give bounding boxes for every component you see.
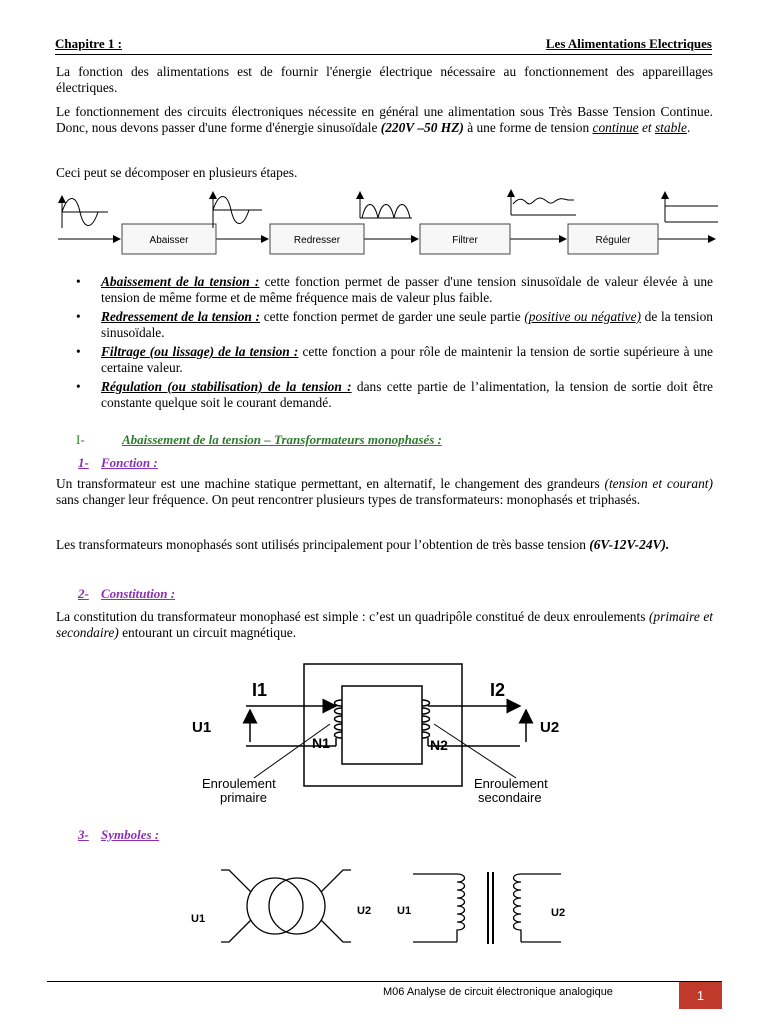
body-text: Un transformateur est une machine statique permettant, en alternatif, le changement des grandeurs [56, 476, 605, 491]
intro-text: Le fonctionnement des circuits électroniques nécessite en général une alimentation sous Très Basse Tension Continue. Donc, nous devons passer d'une forme d'énergie sinusoïdale [56, 104, 713, 135]
list-item: • Abaissement de la tension : cette fonction permet de passer d'une tension sinusoïdale de valeur élevée à une tension de même forme et de même fréquence mais de valeur plus faible. [76, 274, 713, 305]
subsection-title: Constitution : [101, 586, 176, 601]
word-et: et [638, 120, 655, 135]
secondary-label-1: Enroulement [474, 776, 548, 791]
bullet-emphasis: (positive ou négative) [524, 309, 641, 324]
body-text: entourant un circuit magnétique. [118, 625, 297, 640]
intro-paragraph-1: La fonction des alimentations est de fournir l'énergie électrique nécessaire au fonctionnement des appareillages électriques. [56, 64, 713, 95]
primary-label-1: Enroulement [202, 776, 276, 791]
intro-paragraph-3: Ceci peut se décomposer en plusieurs étapes. [56, 165, 298, 180]
symbol2-u1: U1 [397, 905, 412, 917]
mains-voltage: (220V –50 HZ) [380, 120, 464, 135]
word-stable: stable [654, 120, 687, 135]
list-item: • Régulation (ou stabilisation) de la tension : dans cette partie de l’alimentation, la tension de sortie doit être constante quelque soit le courant demandé. [76, 379, 713, 410]
transformer-symbols [185, 860, 585, 955]
subsection-number: 1- [78, 455, 89, 470]
list-item: • Filtrage (ou lissage) de la tension : cette fonction a pour rôle de maintenir la tension de sortie supérieure à une certaine valeur. [76, 344, 713, 375]
list-item: • Redressement de la tension : cette fonction permet de garder une seule partie (positive ou négative) de la tension sinusoïdale. [76, 309, 713, 340]
transformer-figure [190, 660, 590, 810]
symbol1-u1: U1 [191, 913, 206, 925]
bullet-text: cette fonction permet de passer d'une tension sinusoïdale de valeur élevée à une tension de même forme et de même fréquence mais de valeur plus faible. [101, 274, 713, 305]
chapter-label: Chapitre 1 : [55, 36, 122, 51]
body-text: La constitution du transformateur monophasé est simple : c’est un quadripôle constitué de deux enroulements [56, 609, 649, 624]
subsection-title: Fonction : [101, 455, 158, 470]
block-filtrer: Filtrer [452, 235, 478, 246]
subsection-title: Symboles : [101, 827, 160, 842]
bullet-term: Régulation (ou stabilisation) de la tension : [101, 379, 352, 394]
intro-text: . [686, 120, 691, 135]
bullet-text: cette fonction a pour rôle de maintenir la tension de sortie supérieure à une certaine valeur. [101, 344, 713, 375]
intro-paragraph-2 [56, 104, 713, 136]
symbol2-u2: U2 [551, 907, 566, 919]
body-emphasis: (tension et courant) [604, 476, 713, 491]
fonction-paragraph-1 [56, 476, 713, 508]
block-abaisser: Abaisser [149, 235, 189, 246]
voltage-values: (6V-12V-24V). [589, 537, 670, 552]
bullet-text: cette fonction permet de garder une seule partie [260, 309, 525, 324]
chapter-title: Les Alimentations Electriques [545, 36, 712, 51]
footer-divider [47, 981, 722, 982]
word-continue: continue [592, 120, 639, 135]
constitution-paragraph [56, 609, 713, 641]
body-text: sans changer leur fréquence. On peut rencontrer plusieurs types de transformateurs: monophasés et triphasés. [56, 492, 641, 507]
n1-label: N1 [312, 735, 330, 751]
i2-label: I2 [490, 680, 506, 700]
secondary-label-2: secondaire [478, 790, 542, 805]
fonction-paragraph-2 [56, 537, 713, 553]
primary-label-2: primaire [220, 790, 267, 805]
bullet-text: dans cette partie de l’alimentation, la tension de sortie doit être constante quelque soit le courant demandé. [101, 379, 713, 410]
bullet-term: Filtrage (ou lissage) de la tension : [101, 344, 299, 359]
block-reguler: Réguler [595, 235, 631, 246]
block-redresser: Redresser [293, 235, 341, 246]
page-number: 1 [679, 982, 722, 1009]
power-supply-block-diagram [50, 188, 720, 268]
n2-label: N2 [430, 737, 448, 753]
footer-course: M06 Analyse de circuit électronique analogique [383, 986, 613, 998]
symbol1-u2: U2 [357, 905, 372, 917]
page-header [55, 34, 712, 55]
steps-list [56, 274, 713, 414]
i1-label: I1 [252, 680, 268, 700]
subsection-number: 3- [78, 827, 89, 842]
u1-label: U1 [192, 719, 212, 736]
body-text: Les transformateurs monophasés sont utilisés principalement pour l’obtention de très basse tension [56, 537, 590, 552]
section-number: I- [76, 432, 85, 447]
u2-label: U2 [540, 719, 560, 736]
body-emphasis: (primaire et secondaire) [56, 609, 713, 640]
bullet-text: de la tension sinusoïdale. [101, 309, 713, 340]
intro-text: à une forme de tension [463, 120, 593, 135]
bullet-term: Redressement de la tension : [101, 309, 261, 324]
subsection-number: 2- [78, 586, 89, 601]
section-title: Abaissement de la tension – Transformateurs monophasés : [122, 432, 442, 447]
bullet-term: Abaissement de la tension : [101, 274, 260, 289]
